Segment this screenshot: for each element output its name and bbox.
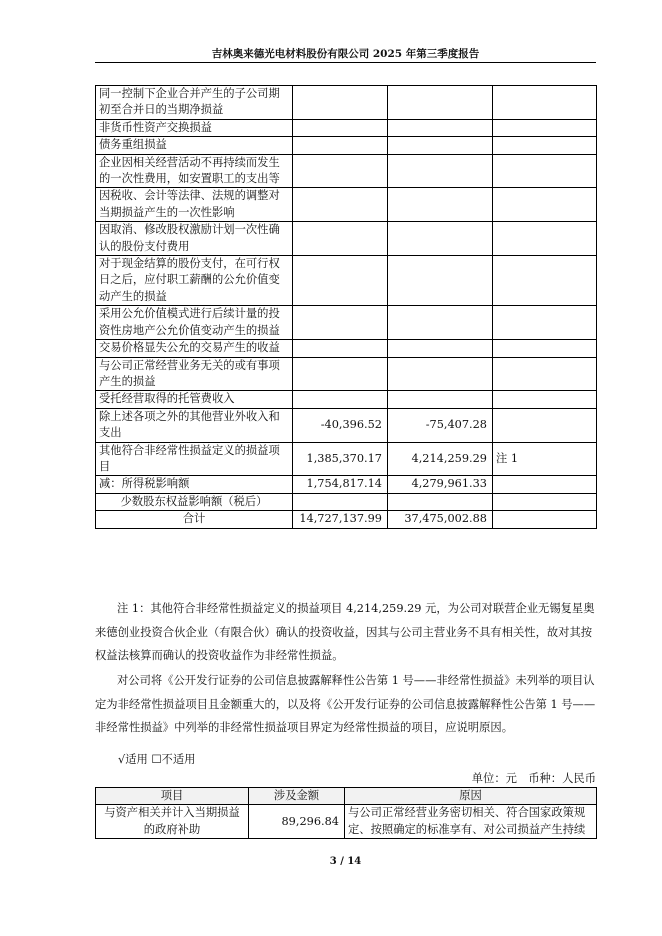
current-period-cell	[293, 86, 388, 120]
table-row	[96, 86, 597, 120]
table-row	[96, 357, 597, 391]
note-cell	[493, 222, 597, 256]
item-cell: 非货币性资产交换损益	[96, 119, 293, 136]
item-cell: 采用公允价值模式进行后续计量的投资性房地产公允价值变动产生的损益	[96, 306, 293, 340]
ytd-cell	[388, 391, 493, 408]
note-cell	[493, 154, 597, 188]
item-cell: 对于现金结算的股份支付，在可行权日之后，应付职工薪酬的公允价值变动产生的损益	[96, 256, 293, 306]
ytd-cell	[388, 340, 493, 357]
column-header-item: 项目	[96, 788, 249, 805]
ytd-cell	[388, 256, 493, 306]
table-row	[96, 493, 597, 510]
current-period-cell	[293, 119, 388, 136]
non-recurring-items-table	[95, 85, 597, 529]
amount-cell: 89,296.84	[249, 805, 345, 839]
current-period-cell	[293, 222, 388, 256]
header-divider	[95, 62, 596, 63]
item-cell: 债务重组损益	[96, 137, 293, 154]
item-cell: 其他符合非经常性损益定义的损益项目	[96, 442, 293, 476]
table-row	[96, 340, 597, 357]
current-period-cell: -40,396.52	[293, 408, 388, 442]
footnote-1: 注 1：其他符合非经常性损益定义的损益项目 4,214,259.29 元，为公司对联营企业无锡复星奥来德创业投资合伙企业（有限合伙）确认的投资收益，因其与公司主营业务不具有相关性，故对其按权益法核算而确认的投资收益作为非经常性损益。	[95, 602, 595, 663]
current-period-cell: 1,754,817.14	[293, 476, 388, 493]
item-cell: 除上述各项之外的其他营业外收入和支出	[96, 408, 293, 442]
item-cell: 少数股东权益影响额（税后）	[96, 493, 293, 510]
note-cell	[493, 340, 597, 357]
ytd-cell: 4,214,259.29	[388, 442, 493, 476]
table-row	[96, 805, 597, 839]
note-cell	[493, 188, 597, 222]
not-applicable-label: 不适用	[161, 753, 196, 766]
table-row	[96, 188, 597, 222]
applicable-label: 适用	[125, 753, 148, 766]
report-header: 吉林奥来德光电材料股份有限公司 2025 年第三季度报告	[211, 48, 480, 60]
table-row	[96, 442, 597, 476]
column-header-reason: 原因	[345, 788, 597, 805]
ytd-cell: -75,407.28	[388, 408, 493, 442]
current-period-cell	[293, 391, 388, 408]
table-row	[96, 476, 597, 493]
current-period-cell	[293, 357, 388, 391]
checked-checkbox-icon[interactable]: √	[118, 753, 126, 766]
ytd-cell: 4,279,961.33	[388, 476, 493, 493]
current-period-cell	[293, 188, 388, 222]
ytd-cell	[388, 357, 493, 391]
table-row	[96, 119, 597, 136]
item-cell: 与资产相关并计入当期损益的政府补助	[96, 805, 249, 839]
ytd-cell	[388, 119, 493, 136]
current-period-cell	[293, 256, 388, 306]
note-cell	[493, 476, 597, 493]
ytd-cell	[388, 306, 493, 340]
ytd-cell	[388, 154, 493, 188]
item-cell: 因取消、修改股权激励计划一次性确认的股份支付费用	[96, 222, 293, 256]
table-row	[96, 408, 597, 442]
table-row	[96, 391, 597, 408]
unit-currency-label: 单位：元 币种：人民币	[471, 772, 596, 785]
note-cell	[493, 391, 597, 408]
applicability-choice	[118, 748, 195, 772]
item-cell: 企业因相关经营活动不再持续而发生的一次性费用，如安置职工的支出等	[96, 154, 293, 188]
recurring-classification-table	[95, 787, 597, 839]
table-row	[96, 256, 597, 306]
current-period-cell	[293, 340, 388, 357]
note-cell	[493, 357, 597, 391]
note-cell: 注 1	[493, 442, 597, 476]
ytd-cell	[388, 188, 493, 222]
note-cell	[493, 119, 597, 136]
table-header-row	[96, 788, 597, 805]
current-period-cell	[293, 493, 388, 510]
current-period-cell: 1,385,370.17	[293, 442, 388, 476]
note-cell	[493, 86, 597, 120]
page-number: 3 / 14	[329, 856, 362, 867]
table-row	[96, 137, 597, 154]
item-cell: 因税收、会计等法律、法规的调整对当期损益产生的一次性影响	[96, 188, 293, 222]
item-cell: 合计	[96, 511, 293, 528]
item-cell: 交易价格显失公允的交易产生的收益	[96, 340, 293, 357]
ytd-cell	[388, 493, 493, 510]
ytd-cell	[388, 86, 493, 120]
item-cell: 受托经营取得的托管费收入	[96, 391, 293, 408]
table-row	[96, 154, 597, 188]
explanation-paragraph: 对公司将《公开发行证券的公司信息披露解释性公告第 1 号——非经常性损益》未列举的项目认定为非经常性损益项目且金额重大的，以及将《公开发行证券的公司信息披露解释性公告第 1 号——非经常性损益》中列举的非经常性损益项目界定为经常性损益的项目，应说明原因。	[95, 674, 596, 735]
note-cell	[493, 511, 597, 528]
current-period-cell	[293, 306, 388, 340]
ytd-cell	[388, 137, 493, 154]
note-cell	[493, 408, 597, 442]
table-total-row	[96, 511, 597, 528]
ytd-cell	[388, 222, 493, 256]
item-cell: 与公司正常经营业务无关的或有事项产生的损益	[96, 357, 293, 391]
unchecked-checkbox-icon[interactable]: ☐	[151, 753, 162, 766]
ytd-cell: 37,475,002.88	[388, 511, 493, 528]
note-cell	[493, 493, 597, 510]
current-period-cell	[293, 137, 388, 154]
item-cell: 同一控制下企业合并产生的子公司期初至合并日的当期净损益	[96, 86, 293, 120]
current-period-cell: 14,727,137.99	[293, 511, 388, 528]
note-cell	[493, 256, 597, 306]
note-cell	[493, 137, 597, 154]
reason-cell: 与公司正常经营业务密切相关、符合国家政策规定、按照确定的标准享有、对公司损益产生持续	[345, 805, 597, 839]
item-cell: 减：所得税影响额	[96, 476, 293, 493]
current-period-cell	[293, 154, 388, 188]
column-header-amount: 涉及金额	[249, 788, 345, 805]
table-row	[96, 306, 597, 340]
table-row	[96, 222, 597, 256]
note-cell	[493, 306, 597, 340]
